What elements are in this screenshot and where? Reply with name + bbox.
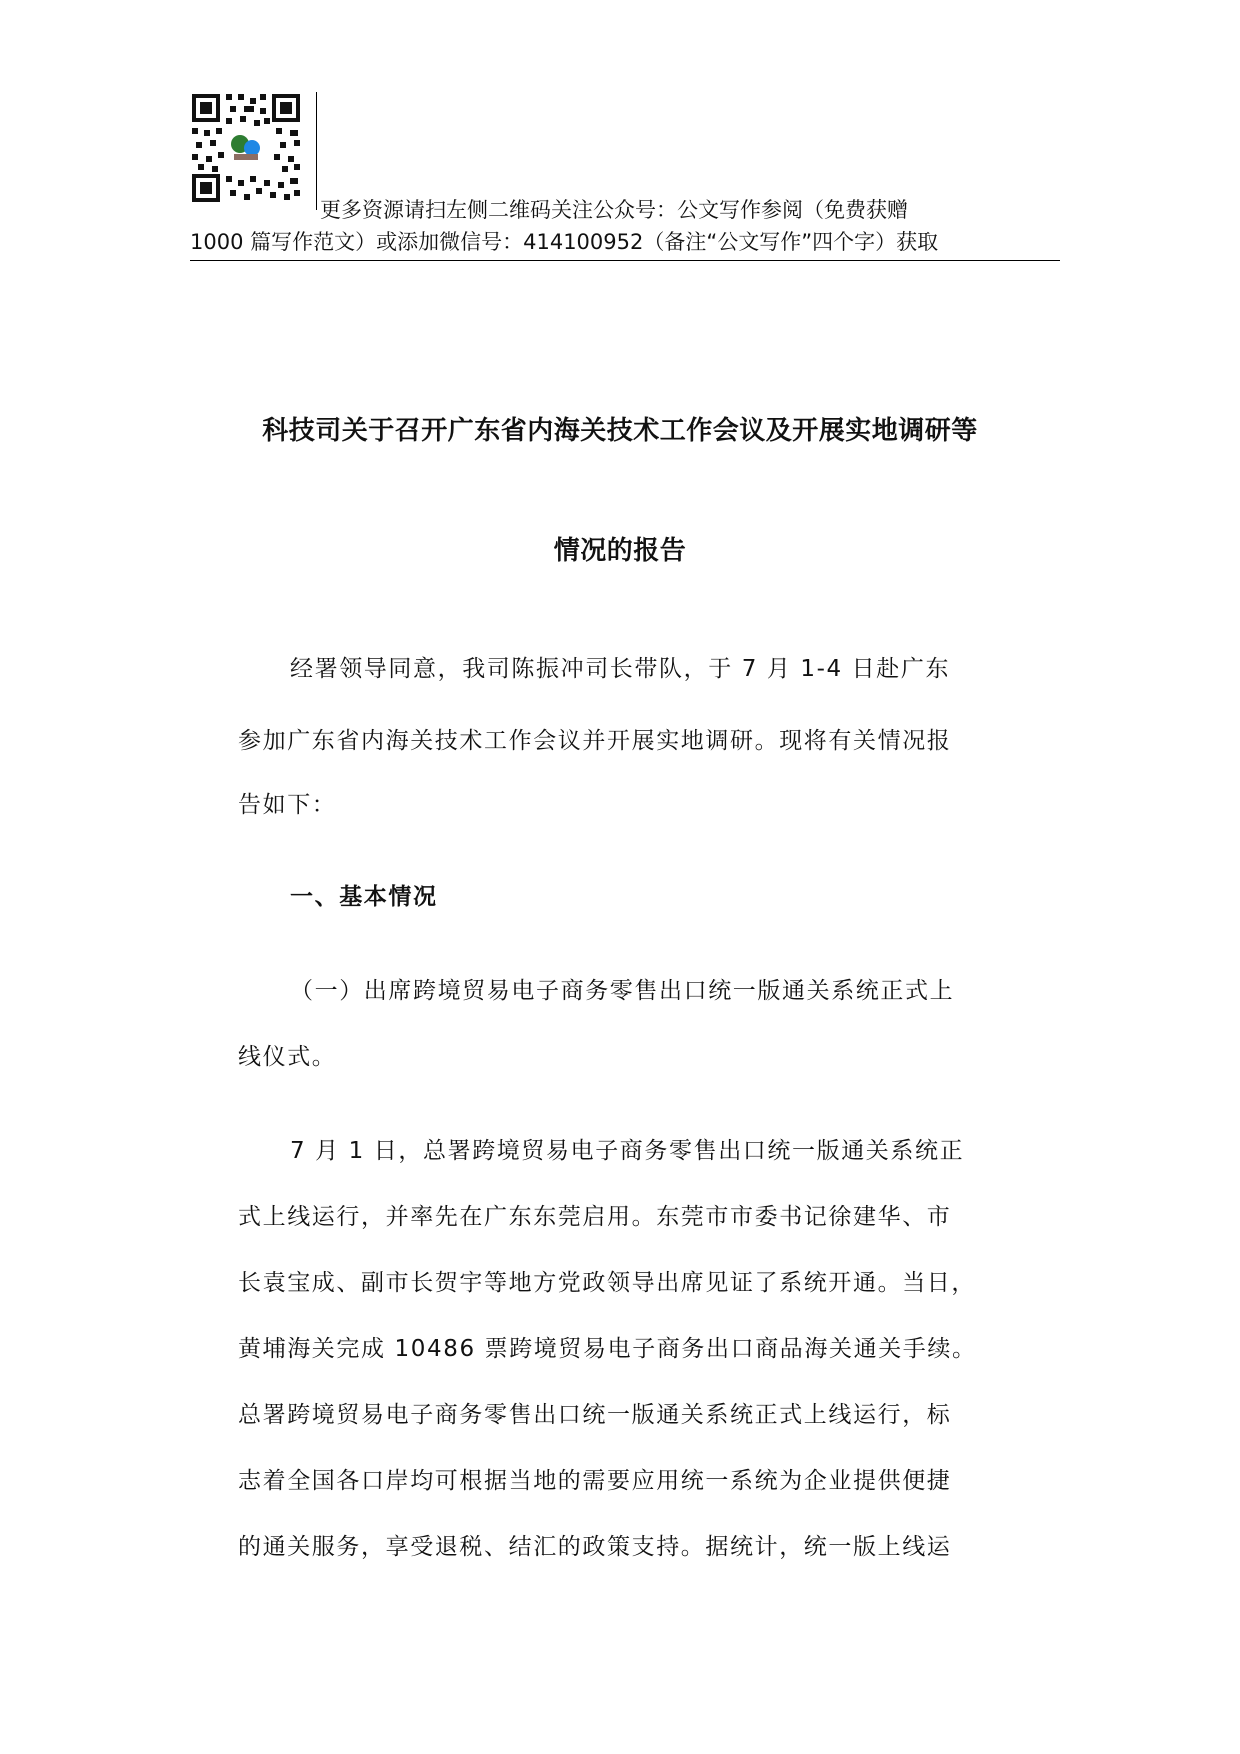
document-title-line-1: 科技司关于召开广东省内海关技术工作会议及开展实地调研等	[262, 416, 978, 446]
header-divider	[316, 92, 317, 210]
header-notice-line-2: 1000 篇写作范文）或添加微信号：414100952（备注“公文写作”四个字）获取	[190, 230, 939, 254]
document-title-line-2: 情况的报告	[553, 536, 687, 566]
body-line: 线仪式。	[238, 1044, 337, 1070]
section-heading: 一、基本情况	[290, 884, 438, 910]
header-rule	[190, 260, 1060, 261]
body-line: 黄埔海关完成 10486 票跨境贸易电子商务出口商品海关通关手续。	[238, 1336, 977, 1362]
body-line: 长袁宝成、副市长贺宇等地方党政领导出席见证了系统开通。当日，	[238, 1270, 976, 1296]
body-line: 参加广东省内海关技术工作会议并开展实地调研。现将有关情况报	[238, 728, 952, 754]
body-line: 的通关服务，享受退税、结汇的政策支持。据统计，统一版上线运	[238, 1534, 952, 1560]
body-line: 7 月 1 日，总署跨境贸易电子商务零售出口统一版通关系统正	[290, 1138, 965, 1164]
body-line: 总署跨境贸易电子商务零售出口统一版通关系统正式上线运行，标	[238, 1402, 952, 1428]
body-line: 经署领导同意，我司陈振冲司长带队，于 7 月 1-4 日赴广东	[290, 656, 951, 682]
body-line: 志着全国各口岸均可根据当地的需要应用统一系统为企业提供便捷	[238, 1468, 952, 1494]
body-line: 式上线运行，并率先在广东东莞启用。东莞市市委书记徐建华、市	[238, 1204, 952, 1230]
subsection-heading: （一）出席跨境贸易电子商务零售出口统一版通关系统正式上	[290, 978, 955, 1004]
header-notice-line-1: 更多资源请扫左侧二维码关注公众号：公文写作参阅（免费获赠	[320, 198, 908, 222]
header-notice	[190, 194, 1060, 258]
qr-code-graphic	[190, 92, 302, 204]
qr-code-icon	[190, 92, 302, 204]
body-line: 告如下：	[238, 792, 337, 818]
page-header	[190, 92, 1060, 260]
